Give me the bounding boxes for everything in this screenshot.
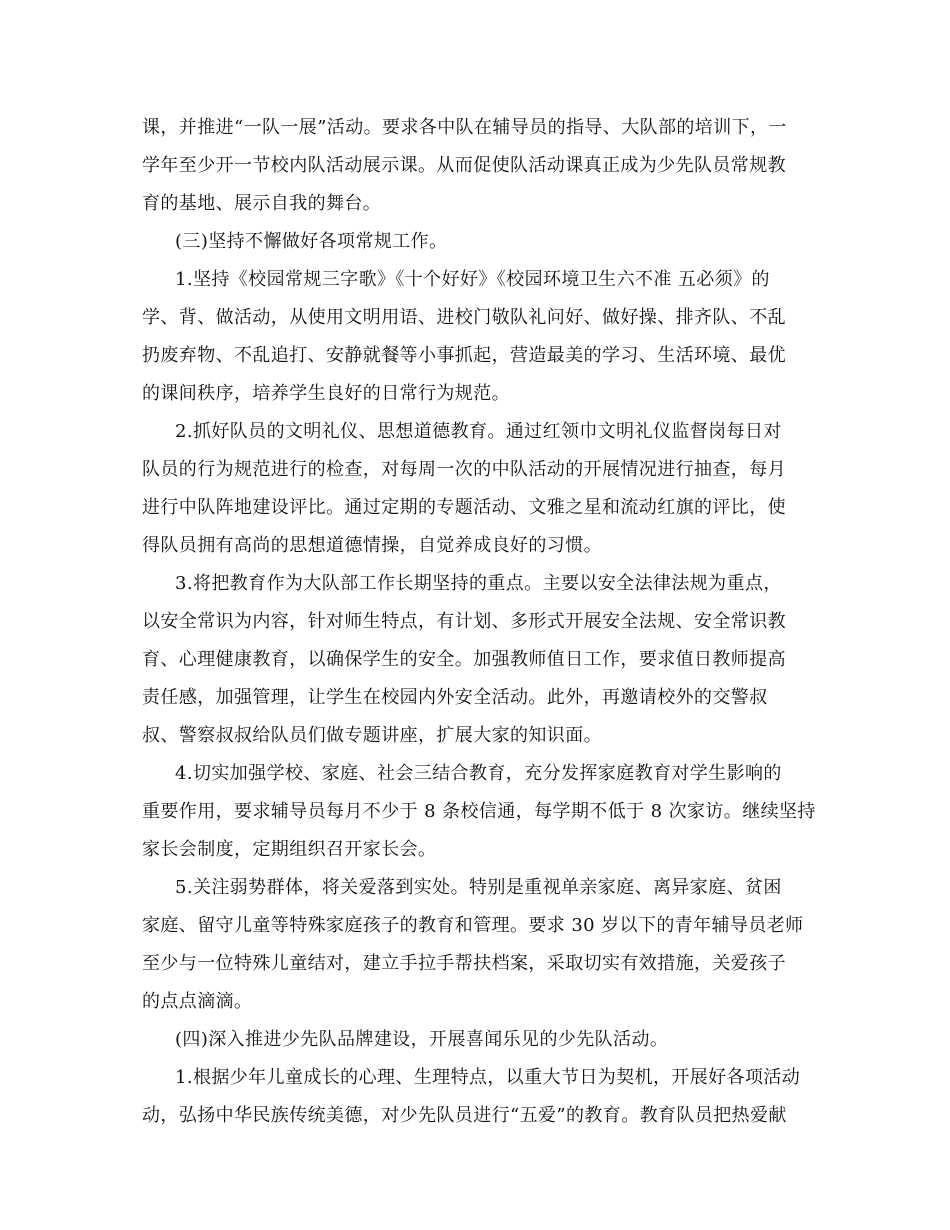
text-line: 队员的行为规范进行的检查，对每周一次的中队活动的开展情况进行抽查，每月 <box>142 459 786 480</box>
text-line: 的课间秩序，培养学生良好的日常行为规范。 <box>142 383 510 404</box>
text-line: 育的基地、展示自我的舞台。 <box>142 193 382 214</box>
text-line: 以安全常识为内容，针对师生特点，有计划、多形式开展安全法规、安全常识教 <box>142 611 786 632</box>
text-line: 家长会制度，定期组织召开家长会。 <box>142 839 437 860</box>
text-line: 重要作用，要求辅导员每月不少于 8 条校信通，每学期不低于 8 次家访。继续坚持 <box>142 801 816 822</box>
text-line: 3.将把教育作为大队部工作长期坚持的重点。主要以安全法律法规为重点， <box>175 573 782 594</box>
text-line: 进行中队阵地建设评比。通过定期的专题活动、文雅之星和流动红旗的评比，使 <box>142 497 786 518</box>
text-line: 1.根据少年儿童成长的心理、生理特点，以重大节日为契机，开展好各项活动 <box>175 1067 801 1088</box>
text-line: 育、心理健康教育，以确保学生的安全。加强教师值日工作，要求值日教师提高 <box>142 649 786 670</box>
text-line: 5.关注弱势群体，将关爱落到实处。特别是重视单亲家庭、离异家庭、贫困 <box>175 877 782 898</box>
section-heading: (三)坚持不懈做好各项常规工作。 <box>175 231 448 252</box>
text-line: 家庭、留守儿童等特殊家庭孩子的教育和管理。要求 30 岁以下的青年辅导员老师 <box>142 915 804 936</box>
text-line: 叔、警察叔叔给队员们做专题讲座，扩展大家的知识面。 <box>142 725 602 746</box>
text-line: 2.抓好队员的文明礼仪、思想道德教育。通过红领巾文明礼仪监督岗每日对 <box>175 421 782 442</box>
text-line: 扔废弃物、不乱追打、安静就餐等小事抓起，营造最美的学习、生活环境、最优 <box>142 345 786 366</box>
text-line: 4.切实加强学校、家庭、社会三结合教育，充分发挥家庭教育对学生影响的 <box>175 763 782 784</box>
text-line: 学、背、做活动，从使用文明用语、进校门敬队礼问好、做好操、排齐队、不乱 <box>142 307 786 328</box>
text-line: 的点点滴滴。 <box>142 991 253 1012</box>
text-line: 1.坚持《校园常规三字歌》《十个好好》《校园环境卫生六不准 五必须》的 <box>175 269 770 290</box>
text-line: 动，弘扬中华民族传统美德，对少先队员进行“五爱”的教育。教育队员把热爱献 <box>142 1105 787 1126</box>
text-line: 责任感，加强管理，让学生在校园内外安全活动。此外，再邀请校外的交警叔 <box>142 687 768 708</box>
text-line: 得队员拥有高尚的思想道德情操，自觉养成良好的习惯。 <box>142 535 602 556</box>
text-line: 学年至少开一节校内队活动展示课。从而促使队活动课真正成为少先队员常规教 <box>142 155 786 176</box>
section-heading: (四)深入推进少先队品牌建设，开展喜闻乐见的少先队活动。 <box>175 1029 669 1050</box>
text-line: 至少与一位特殊儿童结对，建立手拉手帮扶档案，采取切实有效措施，关爱孩子 <box>142 953 786 974</box>
text-line: 课，并推进“一队一展”活动。要求各中队在辅导员的指导、大队部的培训下，一 <box>142 117 787 138</box>
